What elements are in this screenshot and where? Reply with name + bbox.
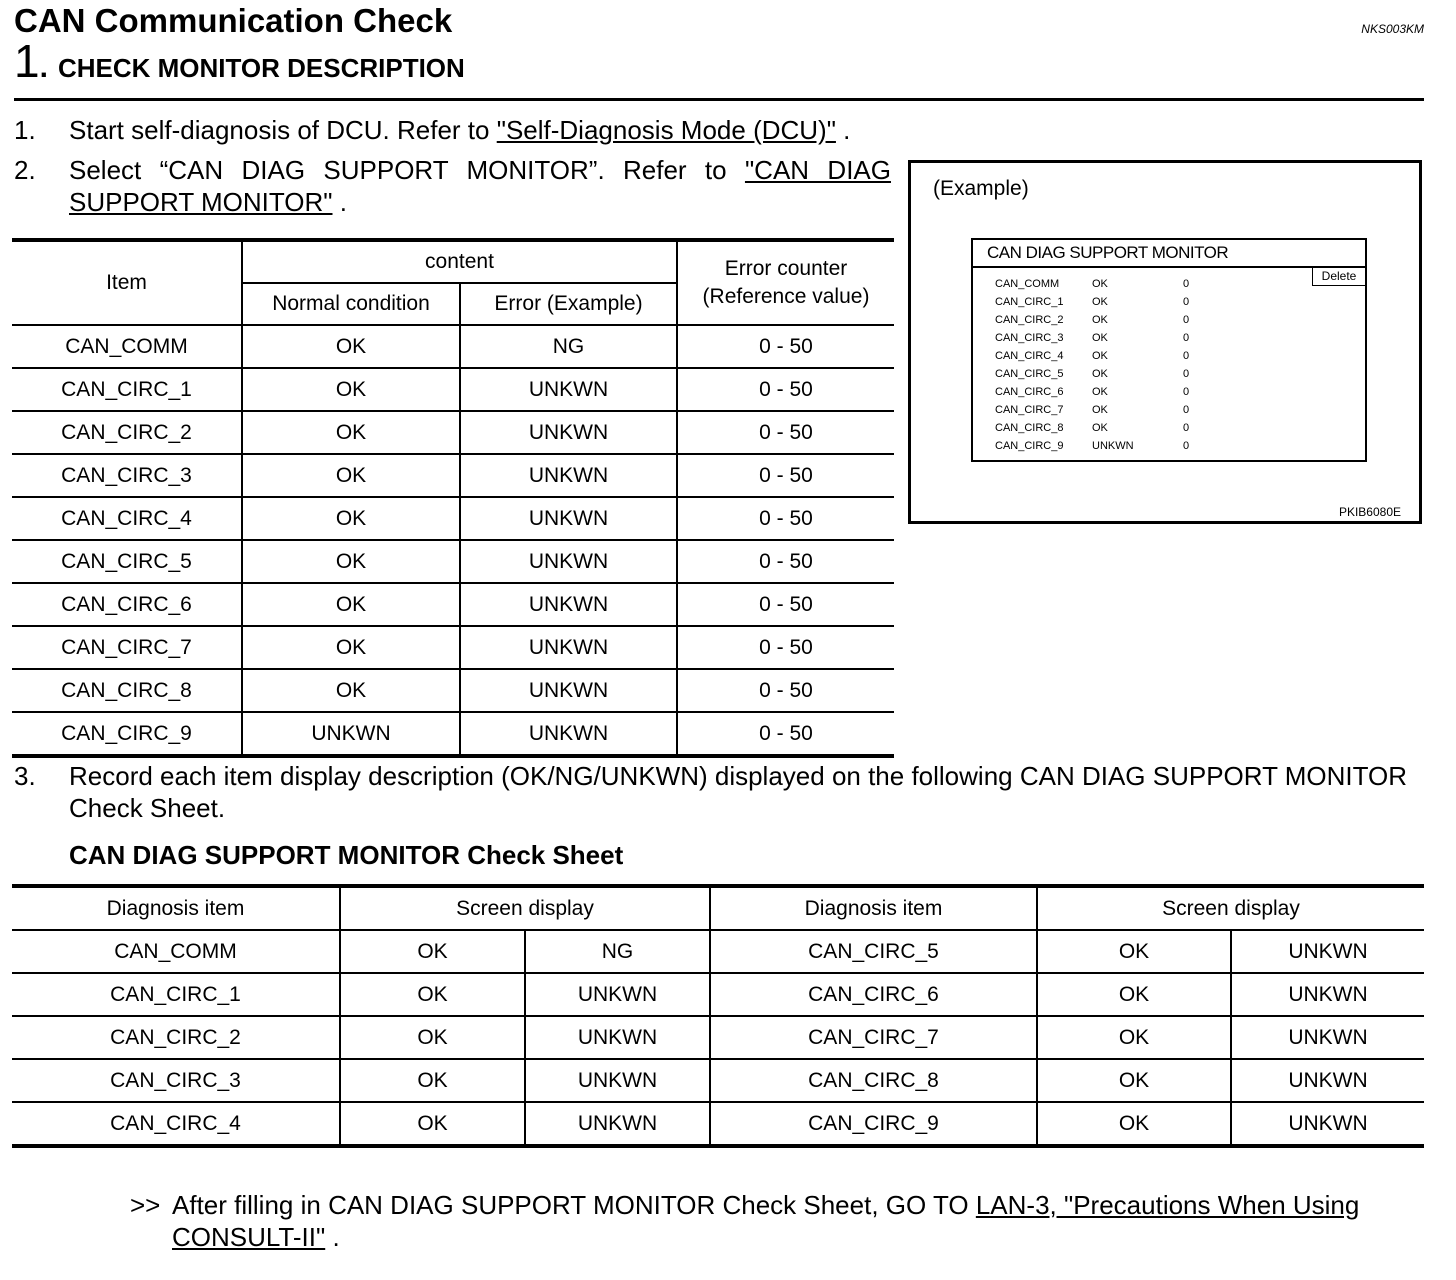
header-content: content bbox=[242, 240, 677, 283]
table-cell: CAN_CIRC_8 bbox=[710, 1059, 1037, 1102]
monitor-cell: CAN_CIRC_4 bbox=[995, 350, 1064, 362]
table-row bbox=[12, 626, 894, 669]
instruction-number: 3. bbox=[14, 761, 36, 791]
table-cell: 0 - 50 bbox=[677, 669, 894, 712]
step-number: 1 bbox=[14, 35, 40, 87]
footer-text-end: . bbox=[325, 1222, 340, 1252]
table-cell: CAN_CIRC_5 bbox=[710, 930, 1037, 973]
table-cell: UNKWN bbox=[460, 626, 677, 669]
table-cell: OK bbox=[340, 1016, 525, 1059]
header-error-counter: Error counter (Reference value) bbox=[677, 240, 894, 325]
table-cell: CAN_CIRC_7 bbox=[12, 626, 242, 669]
monitor-cell: CAN_CIRC_8 bbox=[995, 422, 1064, 434]
monitor-cell: 0 bbox=[1183, 332, 1190, 344]
table-cell: UNKWN bbox=[1231, 930, 1424, 973]
table-cell: OK bbox=[242, 454, 460, 497]
table-row bbox=[12, 540, 894, 583]
monitor-row bbox=[995, 365, 1295, 383]
table-row bbox=[12, 1102, 1424, 1146]
table-cell: OK bbox=[242, 411, 460, 454]
table-cell: OK bbox=[340, 1059, 525, 1102]
table-row bbox=[12, 712, 894, 756]
table-cell: UNKWN bbox=[460, 712, 677, 756]
monitor-cell: 0 bbox=[1183, 422, 1190, 434]
instruction-number: 1. bbox=[14, 115, 36, 145]
table-cell: CAN_CIRC_7 bbox=[710, 1016, 1037, 1059]
step-dot: . bbox=[39, 51, 48, 84]
instruction-2 bbox=[14, 154, 894, 218]
monitor-cell: CAN_CIRC_3 bbox=[995, 332, 1064, 344]
monitor-screen bbox=[971, 238, 1367, 462]
table-row bbox=[12, 669, 894, 712]
step-heading bbox=[14, 35, 465, 87]
table-row bbox=[12, 1059, 1424, 1102]
table-cell: OK bbox=[1037, 1102, 1231, 1146]
monitor-cell: OK bbox=[1092, 350, 1108, 362]
precautions-link[interactable]: LAN-3, "Precautions When Using CONSULT-II" bbox=[172, 1190, 1360, 1252]
monitor-cell: CAN_CIRC_2 bbox=[995, 314, 1064, 326]
table-cell: 0 - 50 bbox=[677, 325, 894, 368]
table-cell: CAN_CIRC_1 bbox=[12, 973, 340, 1016]
table-row bbox=[12, 930, 1424, 973]
table-row bbox=[12, 973, 1424, 1016]
table-cell: OK bbox=[242, 669, 460, 712]
monitor-cell: 0 bbox=[1183, 404, 1190, 416]
instruction-text-end: . bbox=[332, 187, 347, 217]
header-diagnosis-item: Diagnosis item bbox=[12, 886, 340, 930]
footer-text bbox=[172, 1189, 1424, 1253]
doc-code: NKS003KM bbox=[1361, 22, 1424, 36]
table-cell: UNKWN bbox=[1231, 1016, 1424, 1059]
figure-code: PKIB6080E bbox=[1338, 505, 1401, 519]
table-cell: OK bbox=[242, 497, 460, 540]
header-screen-display: Screen display bbox=[340, 886, 710, 930]
table-cell: CAN_CIRC_4 bbox=[12, 1102, 340, 1146]
table-row bbox=[12, 325, 894, 368]
table-cell: CAN_CIRC_3 bbox=[12, 454, 242, 497]
monitor-cell: OK bbox=[1092, 278, 1108, 290]
table-cell: 0 - 50 bbox=[677, 583, 894, 626]
table-cell: OK bbox=[242, 626, 460, 669]
table-cell: UNKWN bbox=[525, 1016, 710, 1059]
monitor-cell: OK bbox=[1092, 296, 1108, 308]
monitor-row bbox=[995, 347, 1295, 365]
monitor-title: CAN DIAG SUPPORT MONITOR bbox=[973, 240, 1365, 268]
table-cell: UNKWN bbox=[242, 712, 460, 756]
table-cell: CAN_CIRC_8 bbox=[12, 669, 242, 712]
table-cell: 0 - 50 bbox=[677, 497, 894, 540]
monitor-row bbox=[995, 419, 1295, 437]
table-cell: UNKWN bbox=[1231, 1102, 1424, 1146]
monitor-cell: OK bbox=[1092, 422, 1108, 434]
table-cell: UNKWN bbox=[460, 540, 677, 583]
table-cell: UNKWN bbox=[1231, 1059, 1424, 1102]
table-cell: OK bbox=[242, 540, 460, 583]
table-cell: CAN_COMM bbox=[12, 325, 242, 368]
example-label: (Example) bbox=[933, 177, 1029, 200]
example-figure bbox=[908, 160, 1422, 524]
table-row bbox=[12, 583, 894, 626]
instruction-text-part: Select “CAN DIAG SUPPORT MONITOR”. Refer to bbox=[69, 155, 745, 185]
instruction-text-part: Start self-diagnosis of DCU. Refer to bbox=[69, 115, 497, 145]
monitor-cell: OK bbox=[1092, 386, 1108, 398]
monitor-row bbox=[995, 329, 1295, 347]
table-cell: UNKWN bbox=[1231, 973, 1424, 1016]
table-cell: CAN_CIRC_6 bbox=[710, 973, 1037, 1016]
monitor-cell: CAN_CIRC_7 bbox=[995, 404, 1064, 416]
monitor-cell: CAN_CIRC_1 bbox=[995, 296, 1064, 308]
monitor-row bbox=[995, 437, 1295, 455]
monitor-cell: 0 bbox=[1183, 350, 1190, 362]
table-cell: 0 - 50 bbox=[677, 454, 894, 497]
monitor-row bbox=[995, 293, 1295, 311]
table-row bbox=[12, 368, 894, 411]
table-cell: OK bbox=[1037, 1016, 1231, 1059]
monitor-cell: CAN_COMM bbox=[995, 278, 1060, 290]
table-cell: UNKWN bbox=[525, 973, 710, 1016]
header-item: Item bbox=[12, 240, 242, 325]
table-cell: CAN_CIRC_2 bbox=[12, 1016, 340, 1059]
monitor-row bbox=[995, 383, 1295, 401]
table-cell: OK bbox=[340, 1102, 525, 1146]
step-title: CHECK MONITOR DESCRIPTION bbox=[57, 53, 465, 83]
table-row bbox=[12, 1016, 1424, 1059]
monitor-cell: 0 bbox=[1183, 440, 1190, 452]
table-cell: NG bbox=[525, 930, 710, 973]
header-screen-display: Screen display bbox=[1037, 886, 1424, 930]
table-cell: CAN_CIRC_6 bbox=[12, 583, 242, 626]
table-cell: 0 - 50 bbox=[677, 626, 894, 669]
monitor-cell: OK bbox=[1092, 368, 1108, 380]
instruction-text bbox=[69, 114, 850, 146]
table-cell: UNKWN bbox=[460, 669, 677, 712]
table-cell: CAN_CIRC_5 bbox=[12, 540, 242, 583]
table-cell: UNKWN bbox=[525, 1059, 710, 1102]
monitor-cell: OK bbox=[1092, 314, 1108, 326]
table-cell: OK bbox=[242, 368, 460, 411]
monitor-cell: 0 bbox=[1183, 368, 1190, 380]
monitor-cell: 0 bbox=[1183, 386, 1190, 398]
instruction-text: Record each item display description (OK/NG/UNKWN) displayed on the following CAN DIAG SUPPORT MONITOR Check Sheet. bbox=[69, 761, 1408, 823]
table-cell: OK bbox=[1037, 973, 1231, 1016]
monitor-cell: CAN_CIRC_6 bbox=[995, 386, 1064, 398]
header-rule bbox=[14, 98, 1424, 101]
table-cell: OK bbox=[242, 325, 460, 368]
table-cell: CAN_CIRC_3 bbox=[12, 1059, 340, 1102]
table-cell: OK bbox=[1037, 1059, 1231, 1102]
monitor-cell: 0 bbox=[1183, 278, 1190, 290]
check-sheet-title: CAN DIAG SUPPORT MONITOR Check Sheet bbox=[69, 840, 624, 870]
monitor-row bbox=[995, 401, 1295, 419]
monitor-cell: 0 bbox=[1183, 314, 1190, 326]
monitor-cell: OK bbox=[1092, 332, 1108, 344]
monitor-row bbox=[995, 311, 1295, 329]
monitor-cell: UNKWN bbox=[1092, 440, 1134, 452]
footer-text-part: After filling in CAN DIAG SUPPORT MONITOR Check Sheet, GO TO bbox=[172, 1190, 976, 1220]
instruction-1 bbox=[14, 114, 1414, 146]
table-row bbox=[12, 497, 894, 540]
monitor-cell: CAN_CIRC_9 bbox=[995, 440, 1064, 452]
instruction-3 bbox=[14, 760, 1424, 824]
table-cell: CAN_CIRC_9 bbox=[710, 1102, 1037, 1146]
table-cell: CAN_COMM bbox=[12, 930, 340, 973]
page-title: CAN Communication Check bbox=[14, 2, 453, 39]
table-cell: OK bbox=[1037, 930, 1231, 973]
table-cell: CAN_CIRC_4 bbox=[12, 497, 242, 540]
table-cell: CAN_CIRC_2 bbox=[12, 411, 242, 454]
table-cell: 0 - 50 bbox=[677, 411, 894, 454]
table-cell: UNKWN bbox=[460, 454, 677, 497]
table-cell: UNKWN bbox=[460, 497, 677, 540]
table-cell: NG bbox=[460, 325, 677, 368]
table-cell: OK bbox=[242, 583, 460, 626]
table-cell: 0 - 50 bbox=[677, 712, 894, 756]
table-row bbox=[12, 411, 894, 454]
check-sheet-table bbox=[12, 884, 1424, 1148]
table-cell: 0 - 50 bbox=[677, 540, 894, 583]
delete-button[interactable]: Delete bbox=[1312, 266, 1365, 286]
table-cell: 0 - 50 bbox=[677, 368, 894, 411]
instruction-text-end: . bbox=[835, 115, 851, 145]
instruction-text bbox=[69, 154, 891, 218]
table-cell: OK bbox=[340, 973, 525, 1016]
monitor-cell: CAN_CIRC_5 bbox=[995, 368, 1064, 380]
header-normal-condition: Normal condition bbox=[242, 283, 460, 325]
monitor-row bbox=[995, 275, 1295, 293]
table-cell: UNKWN bbox=[525, 1102, 710, 1146]
table-cell: UNKWN bbox=[460, 368, 677, 411]
self-diagnosis-link[interactable]: "Self-Diagnosis Mode (DCU)" bbox=[496, 115, 836, 145]
table-cell: OK bbox=[340, 930, 525, 973]
instruction-number: 2. bbox=[14, 155, 36, 185]
monitor-description-table bbox=[12, 238, 894, 758]
table-row bbox=[12, 454, 894, 497]
can-diag-support-monitor-link[interactable]: "CAN DIAG SUPPORT MONITOR" bbox=[69, 155, 891, 217]
table-cell: CAN_CIRC_1 bbox=[12, 368, 242, 411]
header-diagnosis-item: Diagnosis item bbox=[710, 886, 1037, 930]
header-error-example: Error (Example) bbox=[460, 283, 677, 325]
monitor-cell: OK bbox=[1092, 404, 1108, 416]
table-cell: UNKWN bbox=[460, 411, 677, 454]
arrow-marker: >> bbox=[130, 1190, 161, 1220]
table-cell: CAN_CIRC_9 bbox=[12, 712, 242, 756]
monitor-cell: 0 bbox=[1183, 296, 1190, 308]
table-cell: UNKWN bbox=[460, 583, 677, 626]
